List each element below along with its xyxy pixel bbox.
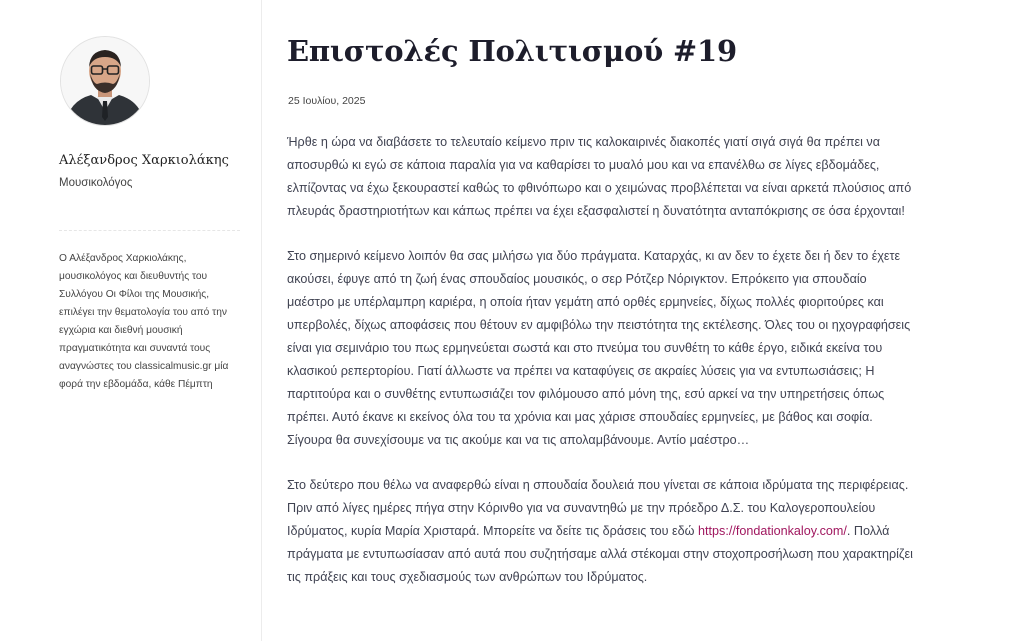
paragraph-intro: Ήρθε η ώρα να διαβάσετε το τελευταίο κείμενο πριν τις καλοκαιρινές διακοπές γιατί σιγά σιγά θα πρέπει να αποσυρθώ κι εγώ σε κάποια παραλία για να καθαρίσει το μυαλό μου και να επανέλθω σε λίγες εβδομάδες, ελπίζοντας να έχω ξεκουραστεί καθώς το φθινόπωρο και ο χειμώνας προβλέπεται να είναι αρκετά πλούσιος από πλευράς δραστηριοτήτων και κάπως πρέπει να έχει εξασφαλιστεί η δυνατότητα ανταπόκρισης σε όσα έρχονται! (287, 135, 912, 218)
sidebar-divider (59, 230, 240, 231)
article-date: 25 Ιουλίου, 2025 (288, 95, 366, 107)
author-bio: Ο Αλέξανδρος Χαρκιολάκης, μουσικολόγος και διευθυντής του Συλλόγου Οι Φίλοι της Μουσικής, επιλέγει την θεματολογία του από την εγχώρια και διεθνή μουσική πραγματικότητα και συναντά τους αναγνώστες του classicalmusic.gr μία φορά την εβδομάδα, κάθε Πέμπτη (59, 253, 229, 390)
paragraph-foundation-end: . Πολλά πράγματα με εντυπωσίασαν από αυτά που συζητήσαμε αλλά στέκομαι στην στοχοπροσήλωση που χαρακτηρίζει τις πράξεις και τους σχεδιασμούς των ανθρώπων του Ιδρύματος. (287, 524, 913, 584)
author-name[interactable]: Αλέξανδρος Χαρκιολάκης (59, 153, 229, 168)
author-sidebar (0, 0, 262, 641)
paragraph-foundation (287, 474, 917, 589)
author-role: Μουσικολόγος (59, 177, 133, 189)
article-body (287, 131, 917, 611)
paragraph-foundation-start: Στο δεύτερο που θέλω να αναφερθώ είναι η σπουδαία δουλειά που γίνεται σε κάποια ιδρύματα της περιφέρειας. Πριν από λίγες ημέρες πήγα στην Κόρινθο για να συναντηθώ με την πρόεδρο Δ.Σ. του Καλογεροπουλείου Ιδρύματος, κυρία Μαρία Χρισταρά. Μπορείτε να δείτε τις δράσεις του εδώ (287, 478, 909, 538)
foundation-link[interactable]: https://fondationkaloy.com/ (698, 524, 847, 538)
article-title: Επιστολές Πολιτισμού #19 (287, 34, 737, 68)
paragraph-norrington: Στο σημερινό κείμενο λοιπόν θα σας μιλήσω για δύο πράγματα. Καταρχάς, κι αν δεν το έχετε δει ή δεν το έχετε ακούσει, έφυγε από τη ζωή ένας σπουδαίος μουσικός, ο σερ Ρότζερ Νόριγκτον. Επρόκειτο για σπουδαίο μαέστρο με υπέρλαμπρη καριέρα, η οποία ήταν γεμάτη από ορθές ερμηνείες, δίχως πολλές φιοριτούρες και υπερβολές, δίχως αποφάσεις που θέτουν εν αμφιβόλω την πειστότητα της εκτέλεσης. Όλες του οι ηχογραφήσεις είναι για σεμινάριο του πως ερμηνεύεται σωστά και στο πνεύμα του συνθέτη το κάθε έργο, ειδικά εκείνα του κλασικού ρεπερτορίου. Γιατί άλλωστε να πρέπει να καταφύγεις σε ακραίες λύσεις για να εντυπωσιάσεις; Η παρτιτούρα και ο συνθέτης εντυπωσιάζει τον φιλόμουσο από μόνη της, εσύ αρκεί να την υπηρετήσεις όπως πρέπει. Αυτό έκανε κι εκείνος όλα του τα χρόνια και μας χάρισε σπουδαίες ερμηνείες, με βάθος και σοφία. Σίγουρα θα συνεχίσουμε να τις ακούμε και να τις απολαμβάνουμε. Αντίο μαέστρο… (287, 249, 911, 447)
author-avatar[interactable] (60, 36, 150, 126)
